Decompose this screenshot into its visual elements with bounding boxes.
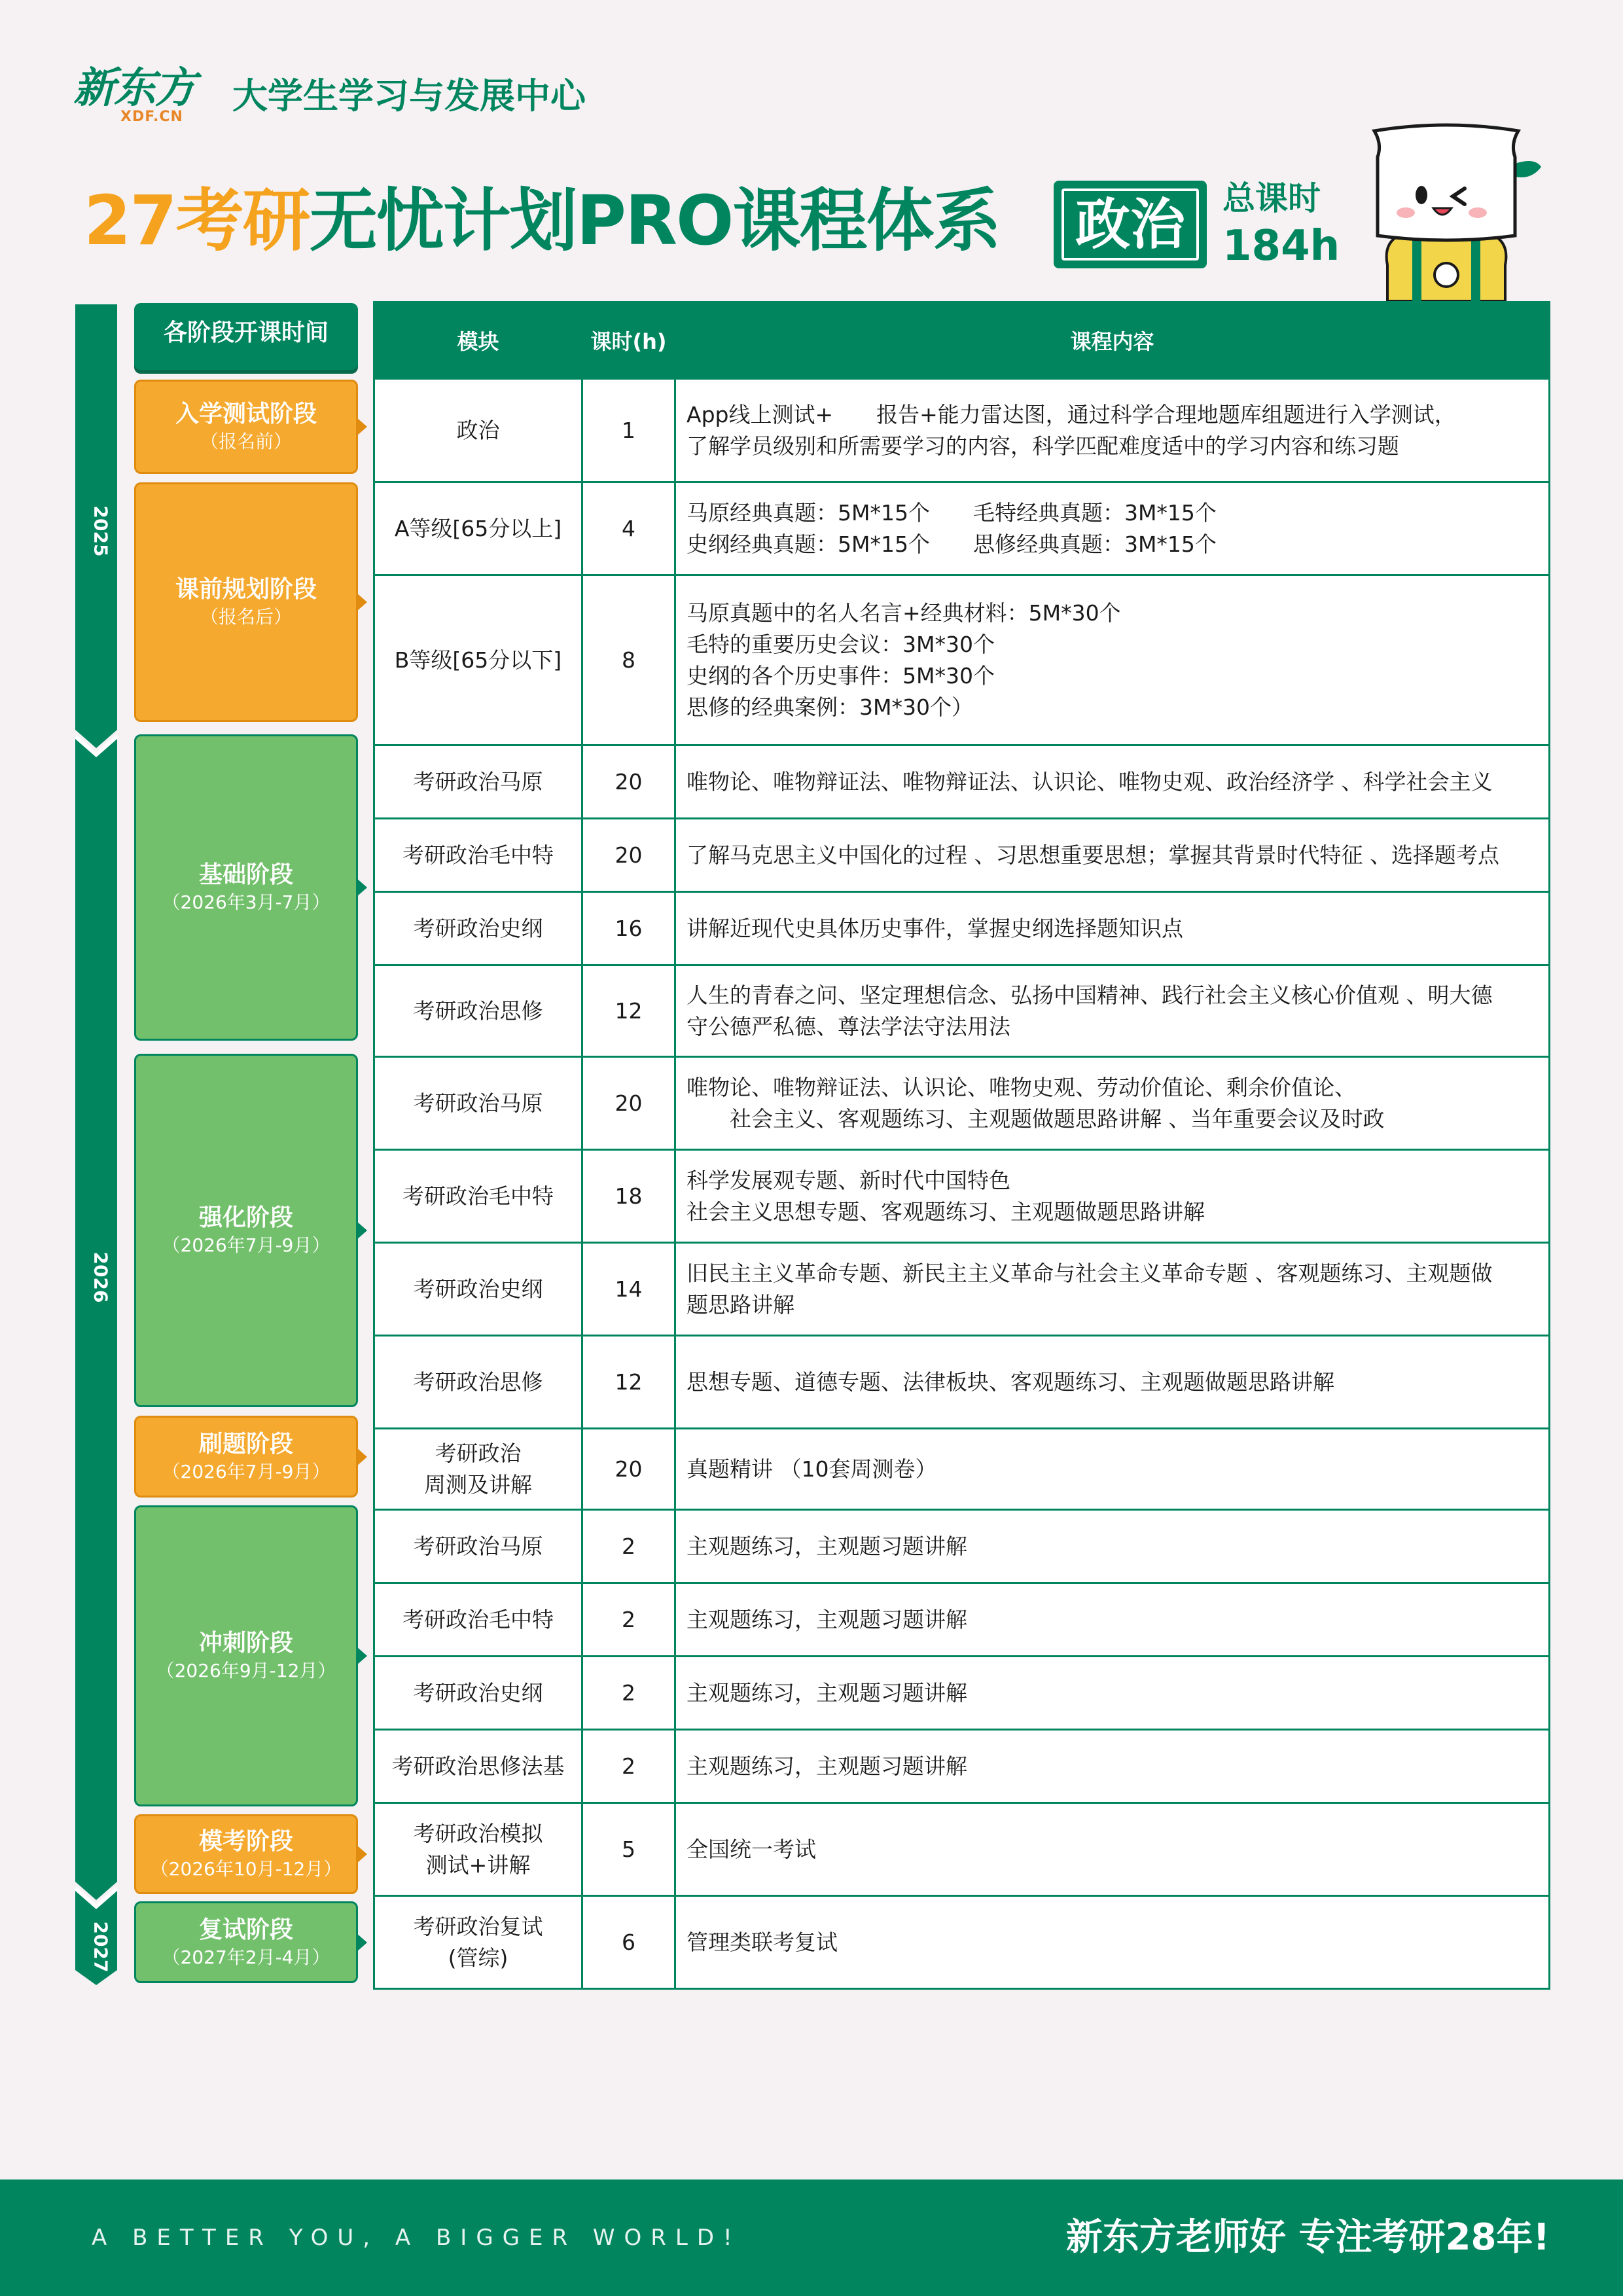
content-cell: 讲解近现代史具体历史事件，掌握史纲选择题知识点 — [675, 892, 1550, 965]
stage-period: （2026年10月-12月） — [150, 1858, 342, 1880]
hours-cell: 2 — [582, 1657, 675, 1730]
footer-bar — [0, 2179, 1623, 2296]
module-cell: 考研政治思修法基 — [374, 1730, 582, 1803]
stage-name: 复试阶段 — [198, 1916, 293, 1943]
stage-name: 冲刺阶段 — [198, 1630, 293, 1657]
stage-period: （2026年7月-9月） — [162, 1460, 330, 1482]
table-row — [374, 1243, 1550, 1336]
subject-label: 政治 — [1061, 188, 1199, 260]
stage-retest — [134, 1901, 358, 1983]
header-module: 模块 — [374, 302, 582, 379]
mascot-leaf-icon — [1515, 161, 1541, 177]
stage-mock-exam — [134, 1814, 358, 1894]
table-header-row — [374, 302, 1550, 379]
table-row — [374, 745, 1550, 819]
hours-cell: 8 — [582, 575, 675, 745]
table-row — [374, 1510, 1550, 1583]
content-cell: 主观题练习，主观题习题讲解 — [675, 1730, 1550, 1803]
table-row — [374, 575, 1550, 745]
stage-name: 入学测试阶段 — [175, 401, 317, 427]
module-cell: 考研政治复试 (管综) — [374, 1896, 582, 1989]
module-cell: 考研政治毛中特 — [374, 1583, 582, 1657]
module-cell: B等级[65分以下] — [374, 575, 582, 745]
module-cell: 考研政治模拟 测试+讲解 — [374, 1803, 582, 1896]
footer-tagline: 新东方老师好 专注考研28年! — [1066, 2216, 1550, 2259]
stage-period: （2026年3月-7月） — [162, 891, 330, 913]
content-cell: 主观题练习，主观题习题讲解 — [675, 1657, 1550, 1730]
module-cell: 考研政治思修 — [374, 1336, 582, 1429]
hours-cell: 20 — [582, 819, 675, 892]
hours-cell: 20 — [582, 1057, 675, 1150]
mascot-body — [1387, 232, 1507, 301]
table-row — [374, 1150, 1550, 1243]
content-cell: 真题精讲 （10套周测卷） — [675, 1429, 1550, 1510]
total-hours-value: 184h — [1222, 222, 1340, 270]
total-hours-label: 总课时 — [1222, 179, 1321, 217]
table-row — [374, 1336, 1550, 1429]
stage-period: （2027年2月-4月） — [162, 1946, 330, 1968]
stage-name: 刷题阶段 — [198, 1430, 293, 1458]
stage-practice — [134, 1416, 358, 1498]
content-cell: 马原经典真题：5M*15个 毛特经典真题：3M*15个 史纲经典真题：5M*15个 思修经典真题：3M*15个 — [675, 482, 1550, 575]
module-cell: 政治 — [374, 379, 582, 482]
year-label-2027: 2027 — [90, 1921, 112, 1973]
table-row — [374, 1657, 1550, 1730]
stage-column-header: 各阶段开课时间 — [134, 303, 358, 370]
stage-name: 课前规划阶段 — [175, 576, 317, 603]
hours-cell: 1 — [582, 379, 675, 482]
table-row — [374, 1803, 1550, 1896]
hours-cell: 2 — [582, 1510, 675, 1583]
header-content: 课程内容 — [675, 302, 1550, 379]
module-cell: 考研政治毛中特 — [374, 1150, 582, 1243]
stage-period: （2026年7月-9月） — [162, 1234, 330, 1256]
hours-cell: 12 — [582, 965, 675, 1057]
module-cell: 考研政治马原 — [374, 745, 582, 819]
stage-period: （报名前） — [200, 431, 292, 452]
hours-cell: 20 — [582, 745, 675, 819]
brand-name: 新东方 — [73, 64, 195, 113]
content-cell: 主观题练习，主观题习题讲解 — [675, 1583, 1550, 1657]
stage-pre-course-planning — [134, 482, 358, 722]
title-plan: 无忧计划PRO课程体系 — [309, 181, 1000, 260]
content-cell: 全国统一考试 — [675, 1803, 1550, 1896]
table-row — [374, 1057, 1550, 1150]
hours-cell: 5 — [582, 1803, 675, 1896]
hours-cell: 20 — [582, 1429, 675, 1510]
stage-foundation — [134, 734, 358, 1041]
header-hours: 课时(h) — [582, 302, 675, 379]
module-cell: 考研政治思修 — [374, 965, 582, 1057]
year-label-2025: 2025 — [90, 505, 112, 557]
hours-cell: 12 — [582, 1336, 675, 1429]
table-row — [374, 1583, 1550, 1657]
content-cell: 唯物论、唯物辩证法、认识论、唯物史观、劳动价值论、剩余价值论、 社会主义、客观题练习、主观题做题思路讲解 、当年重要会议及时政 — [675, 1057, 1550, 1150]
stage-period: （报名后） — [200, 606, 292, 628]
stage-sprint — [134, 1505, 358, 1806]
hours-cell: 2 — [582, 1583, 675, 1657]
content-cell: 科学发展观专题、新时代中国特色 社会主义思想专题、客观题练习、主观题做题思路讲解 — [675, 1150, 1550, 1243]
hours-cell: 18 — [582, 1150, 675, 1243]
table-row — [374, 965, 1550, 1057]
hours-cell: 6 — [582, 1896, 675, 1989]
content-cell: 主观题练习，主观题习题讲解 — [675, 1510, 1550, 1583]
module-cell: 考研政治 周测及讲解 — [374, 1429, 582, 1510]
table-row — [374, 482, 1550, 575]
table-row — [374, 1896, 1550, 1989]
stage-name: 强化阶段 — [198, 1204, 293, 1231]
content-cell: 人生的青春之问、坚定理想信念、弘扬中国精神、践行社会主义核心价值观 、明大德 守公德严私德、尊法学法守法用法 — [675, 965, 1550, 1057]
subject-badge — [1054, 181, 1207, 268]
stage-entrance-test — [134, 380, 358, 474]
course-table — [373, 301, 1550, 1990]
stage-name: 基础阶段 — [198, 861, 293, 888]
hours-cell: 14 — [582, 1243, 675, 1336]
content-cell: 马原真题中的名人名言+经典材料：5M*30个 毛特的重要历史会议：3M*30个 史纲的各个历史事件：5M*30个 思修的经典案例：3M*30个） — [675, 575, 1550, 745]
title-year: 27考研 — [84, 181, 310, 260]
table-row — [374, 379, 1550, 482]
content-cell: 唯物论、唯物辩证法、唯物辩证法、认识论、唯物史观、政治经济学 、科学社会主义 — [675, 745, 1550, 819]
stage-period: （2026年9月-12月） — [156, 1660, 336, 1681]
content-cell: 管理类联考复试 — [675, 1896, 1550, 1989]
year-label-2026: 2026 — [90, 1251, 112, 1303]
module-cell: 考研政治马原 — [374, 1510, 582, 1583]
table-row — [374, 1730, 1550, 1803]
table-row — [374, 892, 1550, 965]
content-cell: 思想专题、道德专题、法律板块、客观题练习、主观题做题思路讲解 — [675, 1336, 1550, 1429]
content-cell: App线上测试+ 报告+能力雷达图，通过科学合理地题库组题进行入学测试， 了解学员级别和所需要学习的内容，科学匹配难度适中的学习内容和练习题 — [675, 379, 1550, 482]
module-cell: 考研政治马原 — [374, 1057, 582, 1150]
hours-cell: 4 — [582, 482, 675, 575]
brand-domain: XDF.CN — [120, 109, 183, 125]
mascot-illustration — [1348, 118, 1544, 301]
module-cell: 考研政治毛中特 — [374, 819, 582, 892]
table-row — [374, 1429, 1550, 1510]
content-cell: 了解马克思主义中国化的过程 、习思想重要思想；掌握其背景时代特征 、选择题考点 — [675, 819, 1550, 892]
center-name: 大学生学习与发展中心 — [232, 75, 586, 117]
module-cell: A等级[65分以上] — [374, 482, 582, 575]
hours-cell: 2 — [582, 1730, 675, 1803]
footer-slogan: A BETTER YOU, A BIGGER WORLD! — [92, 2225, 741, 2251]
hours-cell: 16 — [582, 892, 675, 965]
module-cell: 考研政治史纲 — [374, 1657, 582, 1730]
stage-intensive — [134, 1054, 358, 1407]
table-row — [374, 819, 1550, 892]
module-cell: 考研政治史纲 — [374, 1243, 582, 1336]
mascot-head — [1374, 125, 1518, 240]
brand-logo — [73, 65, 207, 128]
stage-name: 模考阶段 — [198, 1828, 293, 1855]
module-cell: 考研政治史纲 — [374, 892, 582, 965]
content-cell: 旧民主主义革命专题、新民主主义革命与社会主义革命专题 、客观题练习、主观题做 题思路讲解 — [675, 1243, 1550, 1336]
page-title — [84, 178, 999, 263]
